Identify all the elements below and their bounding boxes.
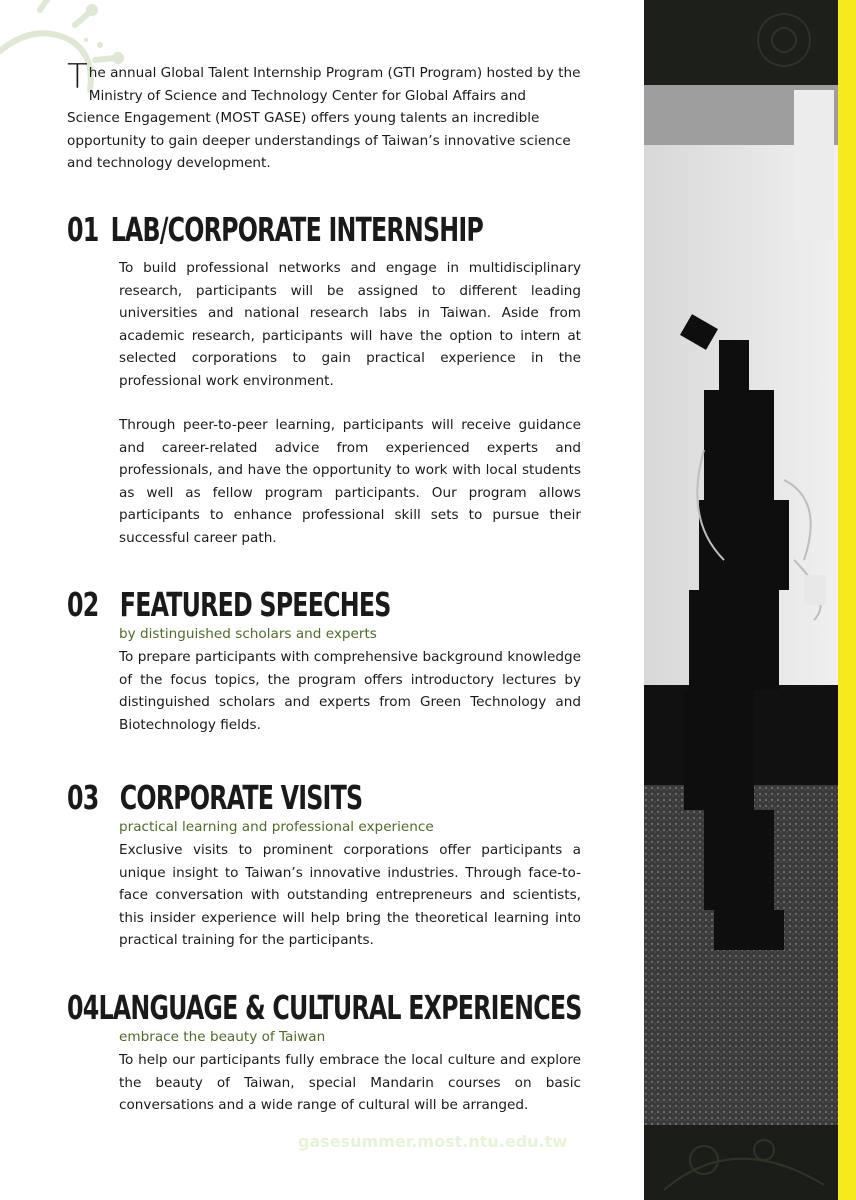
section-paragraph: Exclusive visits to prominent corporations offer participants a unique insight to Taiwan’s innovative industries. Through face-to-face conversation with outstanding entrepreneurs and scientists, this insider experience will help bring the theoretical learning into practical training for the participants. xyxy=(119,842,581,948)
section-title: LANGUAGE & CULTURAL EXPERIENCES xyxy=(98,988,582,1027)
section-subtitle: embrace the beauty of Taiwan xyxy=(119,1029,326,1045)
section-paragraph: To build professional networks and engage in multidisciplinary research, participants will be assigned to different leading universities and national research labs in Taiwan. Aside from academic research, participants will have the option to intern at selected corporations to gain practical experience in the professional work environment. xyxy=(119,260,581,389)
section-heading xyxy=(67,988,582,1027)
section-paragraph: Through peer-to-peer learning, participants will receive guidance and career-related advice from experienced experts and professionals, and have the opportunity to work with local students as well as fellow program participants. Our program allows participants to enhance professional skill sets to pursue their successful career path. xyxy=(119,417,581,546)
intro-dropcap: T xyxy=(67,57,88,97)
section-corporate-visits xyxy=(67,778,587,974)
robot-photo-illustration xyxy=(644,0,856,1200)
section-paragraph: To prepare participants with comprehensive background knowledge of the focus topics, the program offers introductory lectures by distinguished scholars and experts from Green Technology and Biotechnology fields. xyxy=(119,649,581,733)
website-url: gasesummer.most.ntu.edu.tw xyxy=(298,1132,568,1151)
section-body xyxy=(119,257,581,549)
section-featured-speeches xyxy=(67,585,587,758)
section-title: FEATURED SPEECHES xyxy=(119,585,391,624)
intro-paragraph xyxy=(67,57,581,175)
section-lab-corporate-internship xyxy=(67,210,587,571)
section-number: 02 xyxy=(67,585,99,624)
section-subtitle: by distinguished scholars and experts xyxy=(119,626,377,642)
yellow-accent-bar xyxy=(838,0,856,1200)
section-body xyxy=(119,839,581,952)
section-number: 03 xyxy=(67,778,99,817)
section-title: CORPORATE VISITS xyxy=(119,778,363,817)
section-title: LAB/CORPORATE INTERNSHIP xyxy=(110,210,483,249)
section-number: 01 xyxy=(67,210,99,249)
intro-text: he annual Global Talent Internship Program (GTI Program) hosted by the Ministry of Science and Technology Center for Global Affairs and Science Engagement (MOST GASE) offers young talents an incredible opportunity to gain deeper understandings of Taiwan’s innovative science and technology development. xyxy=(67,65,581,171)
section-body xyxy=(119,646,581,736)
section-number: 04 xyxy=(67,988,99,1027)
section-paragraph: To help our participants fully embrace the local culture and explore the beauty of Taiwan, special Mandarin courses on basic conversations and a wide range of cultural will be arranged. xyxy=(119,1052,581,1113)
section-heading xyxy=(67,778,483,817)
section-heading xyxy=(67,585,483,624)
section-heading xyxy=(67,210,483,249)
section-language-cultural-experiences xyxy=(67,988,587,1139)
robot-photo xyxy=(644,0,856,1200)
section-subtitle: practical learning and professional experience xyxy=(119,819,434,835)
section-body xyxy=(119,1049,581,1117)
